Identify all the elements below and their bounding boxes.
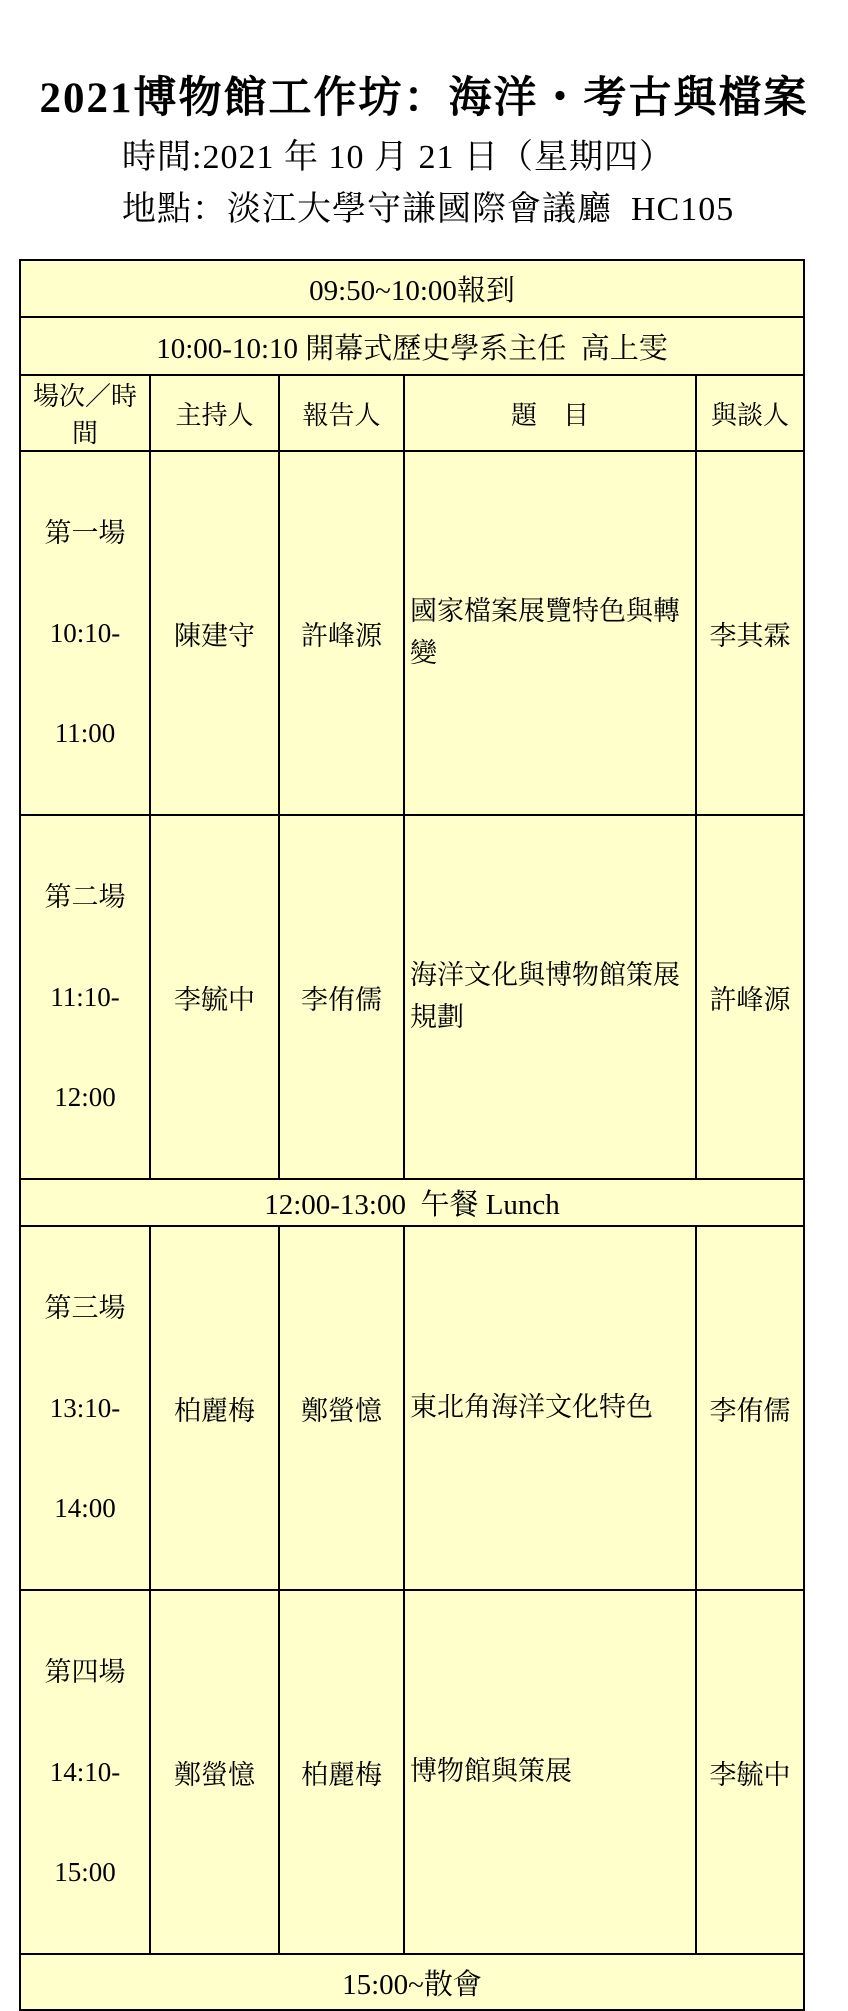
session-2-row [20, 815, 804, 1179]
document-header [0, 0, 848, 237]
column-header-topic: 題 目 [404, 375, 696, 451]
session-1-time-from: 10:10- [49, 618, 121, 649]
session-2-topic: 海洋文化與博物館策展規劃 [404, 815, 696, 1179]
lunch-cell: 12:00-13:00 午餐 Lunch [20, 1179, 804, 1226]
closing-cell: 15:00~散會 [20, 1954, 804, 2010]
session-3-row [20, 1226, 804, 1590]
session-1-presenter: 許峰源 [279, 451, 404, 815]
registration-cell: 09:50~10:00報到 [20, 260, 804, 317]
session-3-host: 柏麗梅 [150, 1226, 279, 1590]
opening-cell: 10:00-10:10 開幕式歷史學系主任 高上雯 [20, 317, 804, 375]
session-3-slot [20, 1226, 150, 1590]
registration-row [20, 260, 804, 317]
session-2-time-from: 11:10- [50, 982, 120, 1013]
session-2-discussant: 許峰源 [696, 815, 804, 1179]
session-4-slot [20, 1590, 150, 1954]
column-header-discussant: 與談人 [696, 375, 804, 451]
closing-row [20, 1954, 804, 2010]
session-3-discussant: 李侑儒 [696, 1226, 804, 1590]
session-1-topic: 國家檔案展覽特色與轉變 [404, 451, 696, 815]
session-2-time-to: 12:00 [54, 1082, 116, 1113]
session-4-time-to: 15:00 [54, 1857, 116, 1888]
lunch-row [20, 1179, 804, 1226]
session-4-label: 第四場 [44, 1657, 126, 1688]
session-2-presenter: 李侑儒 [279, 815, 404, 1179]
event-info-block [0, 132, 848, 237]
column-header-presenter: 報告人 [279, 375, 404, 451]
session-2-slot [20, 815, 150, 1179]
session-3-topic: 東北角海洋文化特色 [404, 1226, 696, 1590]
table-header-row [20, 375, 804, 451]
session-3-time-from: 13:10- [49, 1393, 121, 1424]
column-header-session-time: 場次／時間 [20, 375, 150, 451]
column-header-host: 主持人 [150, 375, 279, 451]
page-title: 2021博物館工作坊：海洋・考古與檔案 [39, 75, 809, 122]
session-1-label: 第一場 [44, 518, 126, 549]
session-2-label: 第二場 [44, 882, 126, 913]
opening-row [20, 317, 804, 375]
session-1-time-to: 11:00 [54, 718, 116, 749]
event-location: 地點：淡江大學守謙國際會議廳 HC105 [122, 191, 735, 229]
session-1-host: 陳建守 [150, 451, 279, 815]
session-1-discussant: 李其霖 [696, 451, 804, 815]
session-4-topic: 博物館與策展 [404, 1590, 696, 1954]
schedule-table [19, 259, 805, 2011]
session-3-label: 第三場 [44, 1293, 126, 1324]
session-3-presenter: 鄭螢憶 [279, 1226, 404, 1590]
session-4-discussant: 李毓中 [696, 1590, 804, 1954]
session-1-slot [20, 451, 150, 815]
session-4-presenter: 柏麗梅 [279, 1590, 404, 1954]
session-4-host: 鄭螢憶 [150, 1590, 279, 1954]
session-3-time-to: 14:00 [54, 1493, 116, 1524]
session-4-time-from: 14:10- [49, 1757, 121, 1788]
event-time: 時間:2021 年 10 月 21 日（星期四） [122, 138, 674, 176]
session-4-row [20, 1590, 804, 1954]
session-1-row [20, 451, 804, 815]
session-2-host: 李毓中 [150, 815, 279, 1179]
